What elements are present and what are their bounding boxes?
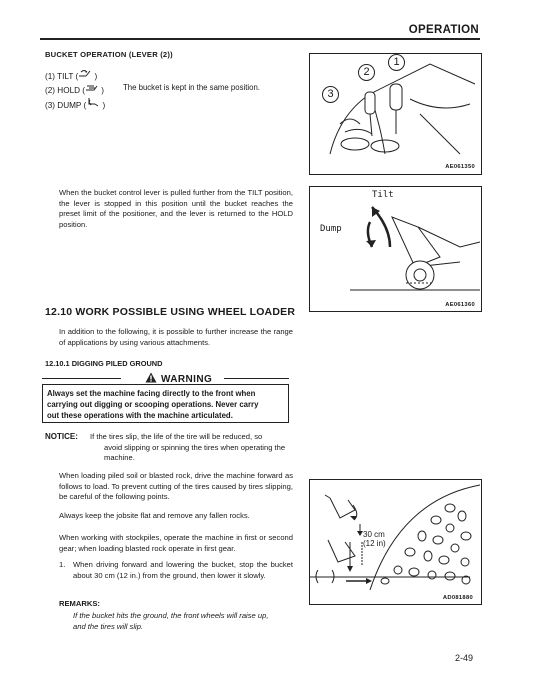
dump-item: (3) DUMP ( ) — [45, 97, 105, 110]
callout-3: 3 — [322, 86, 339, 103]
loading-paragraph: When loading piled soil or blasted rock, drive the machine forward as follows to load. To prevent cutting of the tires caused by tires slipping, be careful of the following points. — [59, 471, 293, 502]
section-heading-12-10-1: 12.10.1 DIGGING PILED GROUND — [45, 359, 163, 368]
step-text: When driving forward and lowering the bucket, stop the bucket about 30 cm (12 in.) from the ground, then lower it slowly. — [73, 560, 293, 580]
lever-figure — [309, 53, 482, 175]
warning-title: WARNING — [145, 372, 212, 386]
digging-figure — [309, 479, 482, 605]
step-number: 1. — [59, 560, 66, 569]
hold-note: The bucket is kept in the same position. — [123, 83, 260, 92]
tilt-symbol-icon — [78, 69, 92, 80]
page-number: 2-49 — [454, 653, 473, 663]
notice-text: If the tires slip, the life of the tire will be reduced, so avoid slipping or spinning the tires when operating the machine. — [90, 432, 286, 462]
digging-illustration — [310, 480, 481, 604]
section-header: OPERATION — [408, 24, 479, 36]
bucket-motion-illustration — [310, 187, 481, 299]
warning-rule-right — [224, 378, 289, 379]
jobsite-paragraph: Always keep the jobsite flat and remove any fallen rocks. — [59, 511, 250, 520]
hold-item: (2) HOLD ( ) — [45, 83, 104, 95]
section-intro: In addition to the following, it is possible to further increase the range of applications by using various attachments. — [59, 327, 293, 347]
remarks-label: REMARKS: — [59, 599, 100, 608]
notice-label: NOTICE: — [45, 432, 78, 441]
section-heading-12-10: 12.10 WORK POSSIBLE USING WHEEL LOADER — [45, 306, 296, 318]
dump-symbol-icon — [86, 97, 100, 109]
hold-symbol-icon — [85, 83, 99, 94]
header-rule — [40, 38, 480, 40]
gear-paragraph: When working with stockpiles, operate the machine in first or second gear; when loading blasted rock operate in first gear. — [59, 533, 293, 553]
bucket-figure-code: AE061360 — [445, 302, 475, 308]
tilt-label: Tilt — [372, 190, 394, 200]
positioner-paragraph: When the bucket control lever is pulled further from the TILT position, the lever is stopped in this position until the bucket reaches the preset limit of the positioner, and the lever is returned to the HOLD position. — [59, 188, 293, 229]
bucket-motion-figure — [309, 186, 482, 312]
remarks-text: If the bucket hits the ground, the front wheels will raise up, and the tires will slip. — [73, 611, 269, 631]
bucket-operation-title: BUCKET OPERATION (LEVER (2)) — [45, 50, 173, 59]
warning-rule-left — [42, 378, 121, 379]
callout-2: 2 — [358, 64, 375, 81]
height-label: 30 cm (12 in) — [363, 530, 386, 548]
digging-figure-code: AD081880 — [442, 595, 473, 601]
dump-label: Dump — [320, 224, 342, 234]
tilt-item: (1) TILT ( ) — [45, 69, 97, 81]
warning-box: Always set the machine facing directly to the front when carrying out digging or scooping operations. Never carry out these operations with the machine articulated. — [42, 384, 289, 423]
callout-1: 1 — [388, 54, 405, 71]
lever-figure-code: AE061350 — [445, 164, 475, 170]
